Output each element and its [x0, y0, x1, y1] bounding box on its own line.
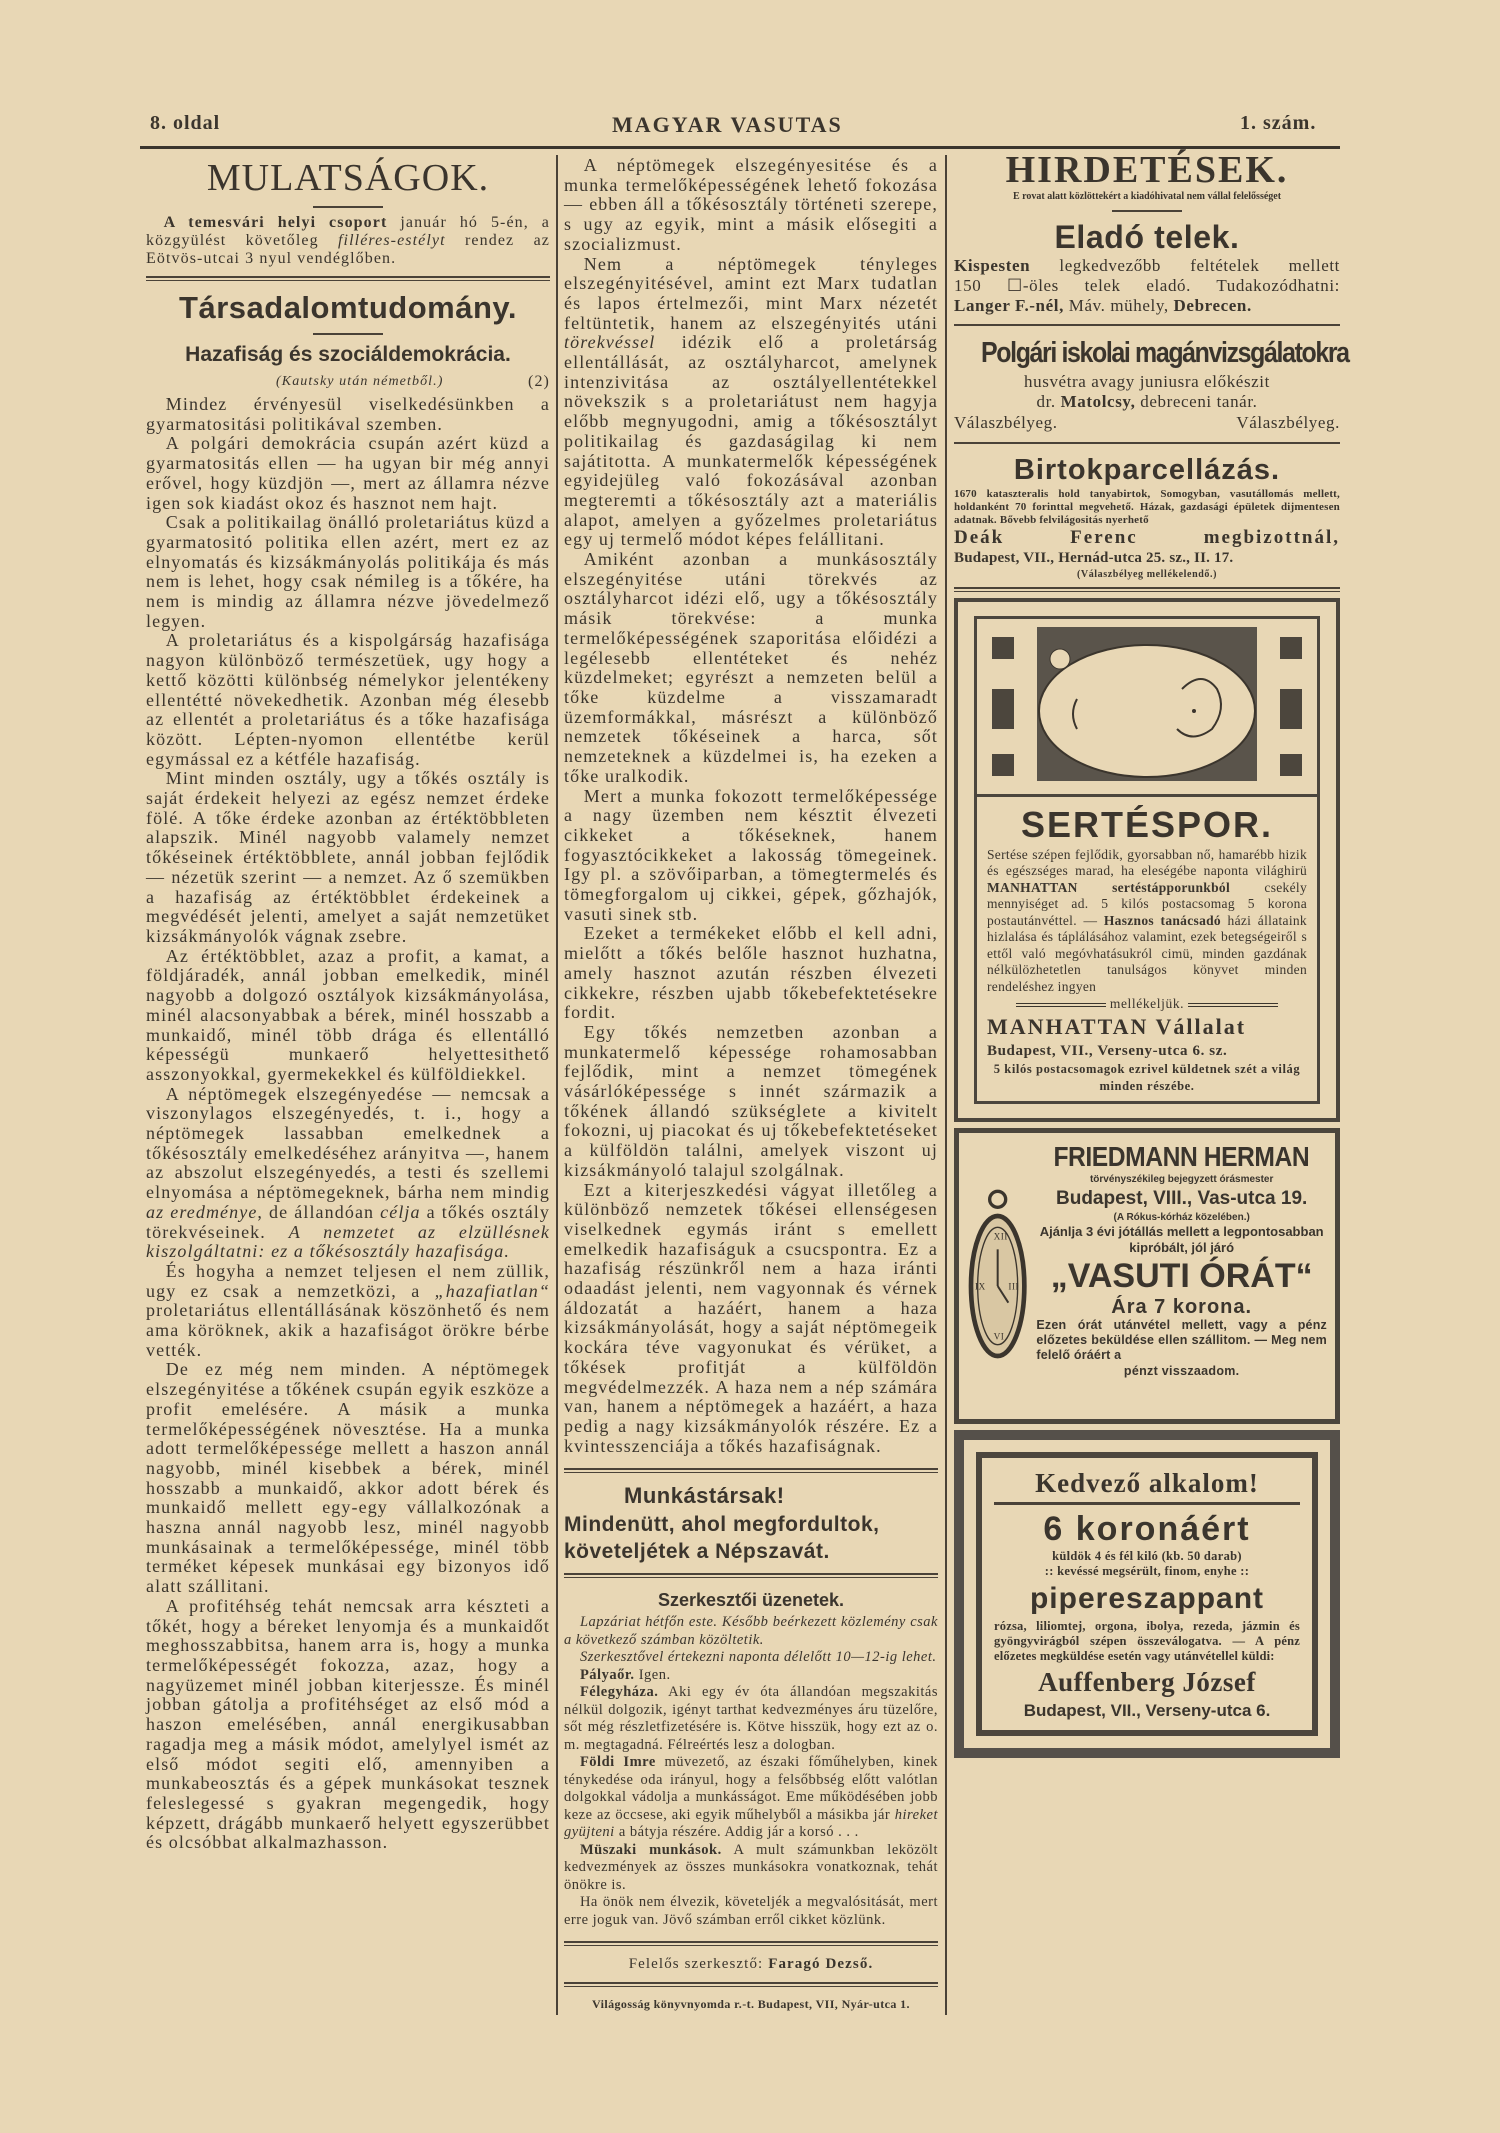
- bold-run: A temesvári helyi csoport: [163, 214, 388, 231]
- ad-address: Budapest, VII., Hernád-utca 25. sz., II. 17.: [954, 550, 1234, 566]
- appeal-line-2: követeljétek a Népszavát.: [564, 1540, 830, 1564]
- column-2: [564, 156, 938, 2015]
- newspaper-title: MAGYAR VASUTAS: [612, 112, 843, 137]
- text-run: A néptömegek elszegényedése — nemcsak a viszonylagos elszegényedés, t. i., hogy a néptömegek lassabban emelkednek a tőkésosztály emelkedéséhez arányitva —, hanem az abszolut elszegényedés, a testi és szellemi elnyomása a néptömegeknek, bárha nem mindig: [146, 1083, 550, 1203]
- ad-text: dr.: [1036, 392, 1061, 411]
- paragraph: [564, 1649, 938, 1667]
- text-run: Sertése szépen fejlődik, gyorsabban nő, hamarébb hizik és egészséges marad, ha eleségébe naponta világhirü: [987, 846, 1307, 879]
- divider: [954, 442, 1340, 444]
- ad-text: küldök 4 és fél kiló (kb. 50 darab): [1052, 1549, 1242, 1564]
- italic-run: filléres-estélyt: [338, 232, 446, 249]
- double-rule: [564, 1982, 938, 1987]
- paragraph: [564, 924, 938, 1023]
- paragraph: [564, 255, 938, 551]
- divider: [1112, 210, 1182, 212]
- svg-text:IX: IX: [975, 1282, 986, 1293]
- double-rule: [564, 1573, 938, 1578]
- text-run: Mert a munka fokozott termelőképessége a nagy üzemben nem késztit élvezeti cikkeket a tőkéseknek, hanem fogyasztócikkeket a lakosság tömegeinek. Igy pl. a szövőiparban, a tömegtermelés és tömegforgalom uj cikkei, gépek, gőzhajók, vasuti sinek stb.: [564, 785, 938, 924]
- ad-product: „VASUTI ÓRÁT“: [1050, 1257, 1313, 1296]
- text-run: A proletariátus és a kispolgárság hazafisága nagyon különböző természetüek, ugy hogy a kettő közötti különbség némelykor jelentékeny ellentétté növekedhetik. Azonban még élesebb az ellentét a proletariátus és a tőke hazafisága között. Lépten-nyomon ellentétbe kerül egymással ez a kétféle hazafiság.: [146, 630, 550, 769]
- ad-title: Polgári iskolai magánvizsgálatokra: [981, 337, 1349, 369]
- printer-imprint: Világosság könyvnyomda r.-t. Budapest, VII, Nyár-utca 1.: [592, 1997, 910, 2012]
- text-run: Egy tőkés nemzetben azonban a munkatermelő képessége rohamosabban fejlődik, mint a nemzet tömegének vásárlóképessége s innét származik a tőkének állandó szükséglete a kivitelt fokozni, uj piacokat és uj tőkebefektetéseket a külföldön találni, amelyek viszont uj kizsákmányoló talajul szolgálnak.: [564, 1021, 938, 1180]
- paragraph: [146, 1360, 550, 1596]
- text-run: Az értéktöbblet, azaz a profit, a kamat, a földjáradék, annál jobban emelkedik, minél nagyobb a dolgozó osztályok kizsákmányolása, minél alacsonyabbak a bérek, minél hosszabb a munkaidő, minél több drága és ellentálló képességü munkaerő helyettesithető asszonyokkal, gyermekekkel és külföldiekkel.: [146, 945, 550, 1084]
- column-3: [954, 149, 1349, 1764]
- paragraph: [564, 1667, 938, 1685]
- ad-text: Ajánlja 3 évi jótállás mellett a legpontosabban kipróbált, jól járó: [1039, 1224, 1324, 1256]
- ad-address: Budapest, VII., Verseny-utca 6.: [1023, 1701, 1271, 1721]
- paragraph: [564, 550, 938, 786]
- paragraph: [564, 156, 938, 255]
- italic-run: törekvéssel: [564, 332, 656, 353]
- text-run: idézik elő a proletárság ellentállását, az osztályharcot, amelynek intenzivitása az osztályellentétekkel növekszik s a proletariátust nem hagyja előbb megnyugodni, amig a tőkésosztályt politikailag és gazdaságilag ki nem sajátitotta. A munkatermelők képességének egyidejüleg való fokozásával azonban megteremti a tőkésosztály azt a materiális alapot, amelyen a győzelmes proletariátus egy uj termelő módot képes felállitani.: [564, 332, 938, 550]
- article-body: [146, 395, 550, 1853]
- ad-text: :: kevéssé megsérült, finom, enyhe ::: [1044, 1564, 1250, 1579]
- text-run: a tőkés osztály törekvéseinek.: [146, 1201, 550, 1242]
- paragraph: [564, 1754, 938, 1842]
- italic-run: célja: [380, 1201, 421, 1222]
- text-run: A polgári demokrácia csupán azért küzd a gyarmatositás ellen — ha ugyan bir még annyi erővel, hogy küzdjön —, mert az államra nézve igen sok kiadást okoz és hasznot nem hajt.: [146, 433, 550, 513]
- ad-product: pipereszappant: [1029, 1582, 1265, 1616]
- italic-run: A nemzetet az elzüllésnek kiszolgáltatni: ez a tőkésosztály hazafisága.: [146, 1221, 550, 1262]
- divider: [994, 1502, 1300, 1505]
- text-run: Igen.: [634, 1666, 671, 1683]
- ad-text: rózsa, liliomtej, orgona, ibolya, rezeda, jázmin és gyöngyvirágból szépen összeválogatva. — A pénz előzetes megküldése esetén vagy utánvétellel küldi:: [994, 1619, 1300, 1664]
- text-run: házi állataink hizlalása és táplálásához valamint, ezek betegségeiről s ettől való megóvhatásukról cimü, minden gazdának nélkülözhetetlen tanulságos könyvet minden rendeléshez ingyen: [987, 912, 1307, 994]
- issue-number: 1. szám.: [1240, 112, 1317, 134]
- svg-text:III: III: [1008, 1282, 1019, 1293]
- text-run: A profitéhség tehát nemcsak arra készteti a tőkét, hogy a béreket lenyomja és a munkaidőt meghosszabbitsa, hanem arra is, hogy a munka termelőképességét fokozza, azaz, hogy a nagyüzemet minél jobban kiterjessze. És minél jobban gátolja a profitéhséget az első mód a haszon emelésében, annál energikusabban ragadja meg a másik módot, amelylyel ismét az első módot segiti elő, amennyiben a munkabeosztás és a gépek munkásokat tesznek feleslegessé s gyakran megengedik, hogy képzett, drágább munkaerő helyett egyszerübbet és olcsóbbat alkalmazhasson.: [146, 1595, 550, 1853]
- double-rule: [954, 587, 1340, 592]
- divider: [954, 324, 1340, 326]
- section-heading: Társadalomtudomány.: [179, 290, 517, 325]
- column-divider: [556, 155, 558, 2015]
- text-run: Mindez érvényesül viselkedésünkben a gyarmatositási politikával szemben.: [146, 394, 550, 434]
- ads-heading: HIRDETÉSEK.: [1005, 149, 1289, 191]
- pocket-watch-illustration: [967, 1141, 1028, 1411]
- divider: [313, 333, 383, 335]
- ad-note: (A Rókus-kórház közelében.): [1113, 1212, 1250, 1224]
- text-run: Ha önök nem élvezik, követeljék a megvalósitását, mert erre joguk van. Jövő számban erről cikket közlünk.: [564, 1894, 938, 1928]
- bold-run: Müszaki munkások.: [579, 1841, 722, 1858]
- messages-heading: Szerkesztői üzenetek.: [657, 1590, 845, 1611]
- ad-note: (Válaszbélyeg mellékelendő.): [1076, 569, 1218, 580]
- ad-address: Budapest, VII., Verseny-utca 6. sz.: [987, 1043, 1228, 1060]
- text-run: proletariátus ellentállásának köszönhető és nem ama köröknek, akik a hazafiságot örökre bérbe vették.: [146, 1300, 550, 1360]
- ad-text: 150 ☐-öles telek eladó. Tudakozódhatni:: [954, 276, 1340, 295]
- column-divider: [945, 155, 947, 2015]
- text-run: Amiként azonban a munkásosztály elszegényitése utáni törekvés az osztályharcot idézi elő, ugy a tőkésosztály másik törekvése: a munka termelőképességének szaporitása előidézi a legélesebb ellentéteket és nehéz küzdelmeket; egyrészt a nemzeten belül a tőke küzdelme a visszamaradt üzemformákkal, másrészt a különböző nemzetek tőkéseinek a harca, sőt nemzeteknek a küzdelmei is, ha ezeken a tőke uralkodik.: [564, 549, 938, 786]
- ad-toilet-soap: [954, 1430, 1340, 1758]
- appeal-line-1: Mindenütt, ahol megfordultok,: [564, 1513, 880, 1537]
- paragraph: [146, 1262, 550, 1361]
- mulatsagok-notice: [146, 214, 550, 268]
- bold-run: MANHATTAN sertéstápporunkból: [987, 879, 1231, 895]
- ad-company: MANHATTAN Vállalat: [987, 1014, 1247, 1040]
- paragraph: [146, 1085, 550, 1262]
- paragraph: [146, 513, 550, 631]
- ads-disclaimer: E rovat alatt közlöttekért a kiadóhivatal nem vállal felelősséget: [1012, 191, 1282, 202]
- paragraph: [146, 1597, 550, 1853]
- divider: [313, 206, 383, 208]
- ad-text: 1670 kataszteralis hold tanyabirtok, Somogyban, vasutállomás mellett, holdanként 70 forinttal megvehető. Házak, gazdasági épületek dijmentesen adatnak. Bővebb felvilágositás nyerhető: [954, 488, 1340, 526]
- text-run: a bátyja részére. Addig jár a korsó . . .: [614, 1824, 859, 1841]
- ad-land-sale: [954, 218, 1340, 316]
- text-run: müvezető, az északi főműhelyben, kinek ténykedése oda irányul, hogy a felsőbbség előtt valótlan dolgokkal vádolja a munkásságot. Eme működésében jobb keze az öccsese, aki egyik műhelyből a másikba jár: [564, 1754, 939, 1823]
- paragraph: [564, 1842, 938, 1895]
- ad-note: 5 kilós postacsomagok ezrivel küldetnek szét a világ minden részébe.: [993, 1062, 1301, 1094]
- editor-label: Felelős szerkesztő:: [628, 1956, 764, 1973]
- text-run: Mint minden osztály, ugy a tőkés osztály is saját érdekeit helyezi az egész nemzet érdeke fölé. A tőke érdeke azonban az értéktöbbleten alapszik. Minél nagyobb valamely nemzet tőkéseinek értéktöbblete, annál jobban fejlődik — nézetük szerint — a nemzet. Az ő szemükben a hazafiság az értéktöbblet érdekeinek a megvédését jelenti, amelyet a saját nemzetüket kizsákmányolók vágnak zsebre.: [146, 768, 550, 946]
- svg-text:VI: VI: [993, 1332, 1005, 1343]
- bold-run: Hasznos tanácsadó: [1103, 912, 1221, 928]
- text-run: január hó 5-én, a közgyülést követőleg: [146, 214, 550, 249]
- ad-text: törvényszékileg bejegyzett órásmester: [1089, 1174, 1274, 1186]
- ad-price: Ára 7 korona.: [1111, 1296, 1253, 1319]
- ad-school-exams: [954, 334, 1349, 434]
- text-run: , de állandóan: [257, 1201, 381, 1222]
- ad-contact: Deák Ferenc megbizottnál,: [954, 527, 1340, 548]
- text-run: Csak a politikailag önálló proletariátus küzd a gyarmatositó politika ellen azért, mert ez az elnyomatás és kizsákmányolás politikája és más nem is lehet, hogy csak némileg is a tőkére, ha nem is mindig az államra nézve jövedelmező legyen.: [146, 512, 550, 631]
- ad-price: 6 koronáért: [1043, 1510, 1251, 1549]
- italic-run: hireket gyüjteni: [564, 1806, 938, 1841]
- ad-text: Máv. mühely,: [1063, 296, 1174, 315]
- ad-text: pénzt visszaadom.: [1123, 1364, 1240, 1379]
- ad-pig-feed: [954, 598, 1340, 1122]
- paragraph: [564, 1181, 938, 1457]
- ad-place: Kispesten: [954, 256, 1031, 275]
- bold-run: Pályaőr.: [579, 1666, 635, 1683]
- column-1: [146, 156, 550, 1853]
- paragraph: [564, 1023, 938, 1181]
- ad-title: Eladó telek.: [1054, 219, 1240, 255]
- article-continuation: [564, 156, 938, 1456]
- bold-run: Félegyháza.: [579, 1684, 659, 1701]
- paragraph: [564, 787, 938, 925]
- text-run: Ezeket a termékeket előbb el kell adni, mielőtt a tőkés belőle hasznot huzhatna, amely hasznot azután részben élvezeti cikkekre, részben ujabb tőkebefektetésekre fordit.: [564, 923, 938, 1023]
- paragraph: [146, 947, 550, 1085]
- text-run: A mult számunkban leközölt kedvezmények az összes munkásokra vonatkoznak, tehát önökre is.: [564, 1841, 938, 1893]
- paragraph: [564, 1894, 938, 1929]
- ad-address: Budapest, VIII., Vas-utca 19.: [1056, 1188, 1308, 1210]
- ad-estate-parcelling: [954, 452, 1340, 583]
- mulatsagok-heading: MULATSÁGOK.: [206, 157, 490, 199]
- text-run: A néptömegek elszegényesitése és a munka termelőképességének lehető fokozása — ebben áll a tőkésosztály történeti szerepe, s ugy az egyik, mint a másik elősegiti a szocializmust.: [564, 155, 938, 254]
- ad-title: Kedvező alkalom!: [1035, 1468, 1259, 1499]
- ad-text: [987, 847, 1307, 996]
- ad-city: Debrecen.: [1173, 296, 1252, 315]
- paragraph: [146, 434, 550, 513]
- ad-text: Ezen órát utánvétel mellett, vagy a pénz előzetes beküldése ellen szállitom. — Meg nem felelő óráért a: [1036, 1318, 1327, 1363]
- italic-run: „hazafiatlan“: [434, 1280, 550, 1301]
- ad-title: SERTÉSPOR.: [1020, 803, 1274, 845]
- ad-note: Válaszbélyeg.: [1236, 413, 1340, 432]
- text-run: És hogyha a nemzet teljesen el nem züllik, ugy ez csak a nemzetközi, a: [146, 1260, 550, 1301]
- italic-run: Szerkesztővel értekezni naponta délelőtt 10—12-ig lehet.: [579, 1649, 937, 1666]
- text-run: csekély mennyiséget ad. 5 kilós postacsomag 5 korona postautánvéttel. —: [987, 879, 1307, 928]
- appeal-title: Munkástársak!: [624, 1483, 785, 1509]
- paragraph: [564, 1684, 938, 1754]
- paragraph: [146, 769, 550, 946]
- ad-note: Válaszbélyeg.: [954, 413, 1058, 432]
- paragraph: [146, 395, 550, 434]
- text-run: rendez az Eötvös-utcai 3 nyul vendéglőben.: [146, 232, 550, 267]
- article-part: (2): [528, 373, 550, 390]
- ad-contact: Langer F.-nél,: [954, 296, 1064, 315]
- ad-title: Birtokparcellázás.: [1013, 454, 1281, 486]
- ad-text: legkedvezőbb feltételek mellett: [1030, 256, 1340, 275]
- article-title: Hazafiság és szociáldemokrácia.: [185, 343, 511, 366]
- bold-run: Földi Imre: [579, 1754, 656, 1771]
- editor-name: Faragó Dezső.: [768, 1956, 874, 1973]
- svg-text:XII: XII: [993, 1232, 1008, 1243]
- double-rule: [564, 1468, 938, 1473]
- double-rule: [146, 276, 550, 281]
- editor-messages: [564, 1614, 938, 1929]
- text-run: De ez még nem minden. A néptömegek elszegényitése a tőkének csupán egyik eszköze a profit emelésére. A másik a munka termelőképességének növesztése. Ha a munka adott termelőképessége mellett a haszon annál nagyobb, minél kisebbek a bérek, minél hosszabb a munkaidő, akkor adott bérek és munkaidő mellett egy-egy vállalkozónak a haszna annál nagyobb lesz, minél nagyobb munkásainak a termelőképessége, minél több terméket képesek munkásai egy bizonyos idő alatt szállitani.: [146, 1359, 550, 1597]
- page-number: 8. oldal: [150, 112, 221, 134]
- ad-text: mellékeljük.: [1109, 996, 1185, 1012]
- text-run: Ezt a kiterjeszkedési vágyat illetőleg a különböző nemzetek tőkései ellenségesen viselkednek egymás iránt s emellett emelkedik hazafiságuk a csucspontra. Ez a hazafiság részünkről nem a haza iránti odaadást jelenti, nem vagyonnak és vérnek áldozatát a hazáért, hanem a haza kizsákmányolását, hogy a saját néptömegeik kockára téve vagyonukat és vérüket, a tőkések profitját a külföldön megvédelmezzék. A haza nem a nép számára van, hanem a néptömegek a hazáért, a haza pedig a nagy kizsákmányolók részére. Ez a kvintesszenciája a tőkés hazafiságnak.: [564, 1179, 938, 1456]
- ad-text: husvétra avagy juniusra előkészit: [1024, 372, 1270, 391]
- text-run: Nem a néptömegek tényleges elszegényitésével, amint ezt Marx tudatlan és lapos értelmezői, mint Marx nézetét feltüntetik, hanem az elszegényités utáni: [564, 253, 938, 333]
- ad-contact: Matolcsy,: [1060, 392, 1136, 411]
- paragraph: [564, 1614, 938, 1649]
- italic-run: Lapzáriat hétfőn este. Később beérkezett közlemény csak a következő számban közöltetik.: [564, 1614, 938, 1648]
- ad-company: Auffenberg József: [1038, 1667, 1256, 1698]
- double-rule: [564, 1941, 938, 1946]
- italic-run: az eredménye: [146, 1201, 258, 1222]
- ad-company: FRIEDMANN HERMAN: [1053, 1141, 1310, 1173]
- text-run: Aki egy év óta állandóan megszakitás nélkül dolgozik, igényt tarthat kedvezményes áru tüzelőre, sőt még részletfizetésére is. Kötve hisszük, hogy ezt az o. m. megtagadná. Félreértés lesz a dologban.: [564, 1684, 938, 1753]
- ad-railway-watch: [954, 1128, 1340, 1424]
- article-source: (Kautsky után németből.): [276, 374, 444, 389]
- pig-illustration: [977, 619, 1317, 789]
- ad-text: debreceni tanár.: [1135, 392, 1258, 411]
- paragraph: [146, 631, 550, 769]
